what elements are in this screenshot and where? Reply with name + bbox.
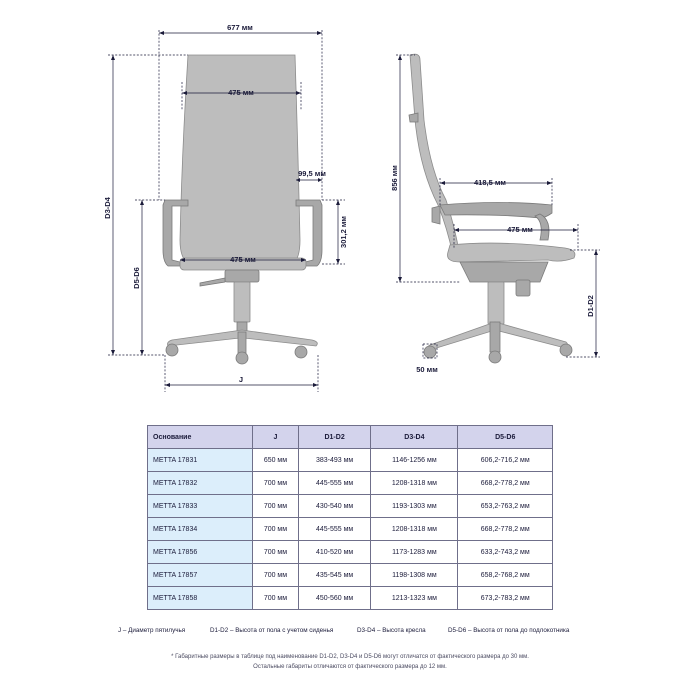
table-header: D5-D6 [458, 426, 553, 449]
table-cell: 445-555 мм [298, 518, 370, 541]
table-cell: 410-520 мм [298, 541, 370, 564]
dim-d1d2: D1-D2 [586, 295, 595, 317]
dim-j: J [238, 375, 244, 384]
table-cell-model: METTA 17831 [148, 449, 253, 472]
table-cell: 653,2-763,2 мм [458, 495, 553, 518]
table-cell: 700 мм [253, 541, 299, 564]
table-row [148, 495, 553, 518]
front-view-chair [163, 55, 322, 364]
caster-right [295, 346, 307, 358]
table-cell: 383-493 мм [298, 449, 370, 472]
seat-side [448, 243, 575, 262]
table-header: D1-D2 [298, 426, 370, 449]
table-cell: 658,2-768,2 мм [458, 564, 553, 587]
table-cell-model: METTA 17857 [148, 564, 253, 587]
caster-center [236, 352, 248, 364]
mechanism-front [225, 270, 259, 282]
table-cell: 445-555 мм [298, 472, 370, 495]
table-cell: 430-540 мм [298, 495, 370, 518]
dim-475-seat: 475 мм [230, 255, 256, 264]
caster-side-right [560, 344, 572, 356]
table-cell: 1213-1323 мм [371, 587, 458, 610]
gaslift-side [488, 282, 504, 324]
footnote-line-1: * Габаритные размеры в таблице под наименование D1-D2, D3-D4 и D5-D6 могут отличатся от фактического размера до 30 мм. [171, 654, 529, 660]
table-row [148, 541, 553, 564]
backrest-front [180, 55, 300, 265]
table-row [148, 472, 553, 495]
dim-677: 677 мм [227, 23, 253, 32]
table-header: J [253, 426, 299, 449]
legend-j: J – Диаметр пятилучья [118, 627, 186, 634]
lever-front [200, 278, 225, 286]
table-cell: 1173-1283 мм [371, 541, 458, 564]
gaslift-front [234, 282, 250, 322]
table-cell-model: METTA 17832 [148, 472, 253, 495]
table-cell-model: METTA 17833 [148, 495, 253, 518]
table-cell: 450-560 мм [298, 587, 370, 610]
spec-table [147, 425, 553, 610]
dim-418-5: 418,5 мм [474, 178, 506, 187]
dim-d5d6: D5-D6 [132, 267, 141, 289]
table-row [148, 518, 553, 541]
table-cell: 606,2-716,2 мм [458, 449, 553, 472]
caster-left [166, 344, 178, 356]
footnote-line-2: Остальные габариты отличаются от фактического размера до 12 мм. [253, 664, 447, 670]
dim-856: 856 мм [390, 165, 399, 191]
legend-d1d2: D1-D2 – Высота от пола с учетом сиденья [210, 627, 334, 634]
caster-side-left [424, 346, 436, 358]
caster-side-center [489, 351, 501, 363]
legend-d5d6: D5-D6 – Высота от пола до подлокотника [448, 627, 570, 634]
side-view-chair [409, 54, 575, 363]
dim-475-depth: 475 мм [507, 225, 533, 234]
table-cell: 435-545 мм [298, 564, 370, 587]
table-cell: 700 мм [253, 495, 299, 518]
dim-475-back: 475 мм [228, 88, 254, 97]
table-cell: 700 мм [253, 564, 299, 587]
table-header-row [148, 426, 553, 449]
table-cell: 700 мм [253, 587, 299, 610]
table-cell: 673,2-783,2 мм [458, 587, 553, 610]
backrest-side [410, 54, 460, 260]
dim-301-2: 301,2 мм [339, 216, 348, 248]
table-cell: 633,2-743,2 мм [458, 541, 553, 564]
table-row [148, 587, 553, 610]
table-cell-model: METTA 17858 [148, 587, 253, 610]
table-cell: 1193-1303 мм [371, 495, 458, 518]
table-cell: 1146-1256 мм [371, 449, 458, 472]
legend-d3d4: D3-D4 – Высота кресла [357, 627, 426, 634]
dim-d3d4: D3-D4 [103, 197, 112, 219]
table-cell: 1208-1318 мм [371, 518, 458, 541]
table-cell: 1198-1308 мм [371, 564, 458, 587]
dim-99-5: 99,5 мм [298, 169, 326, 178]
table-cell: 700 мм [253, 518, 299, 541]
table-header: Основание [148, 426, 253, 449]
table-cell: 1208-1318 мм [371, 472, 458, 495]
table-cell: 650 мм [253, 449, 299, 472]
table-cell-model: METTA 17856 [148, 541, 253, 564]
table-cell: 700 мм [253, 472, 299, 495]
table-row [148, 449, 553, 472]
table-cell: 668,2-778,2 мм [458, 472, 553, 495]
dim-50: 50 мм [416, 365, 438, 374]
table-cell-model: METTA 17834 [148, 518, 253, 541]
table-cell: 668,2-778,2 мм [458, 518, 553, 541]
table-row [148, 564, 553, 587]
table-header: D3-D4 [371, 426, 458, 449]
